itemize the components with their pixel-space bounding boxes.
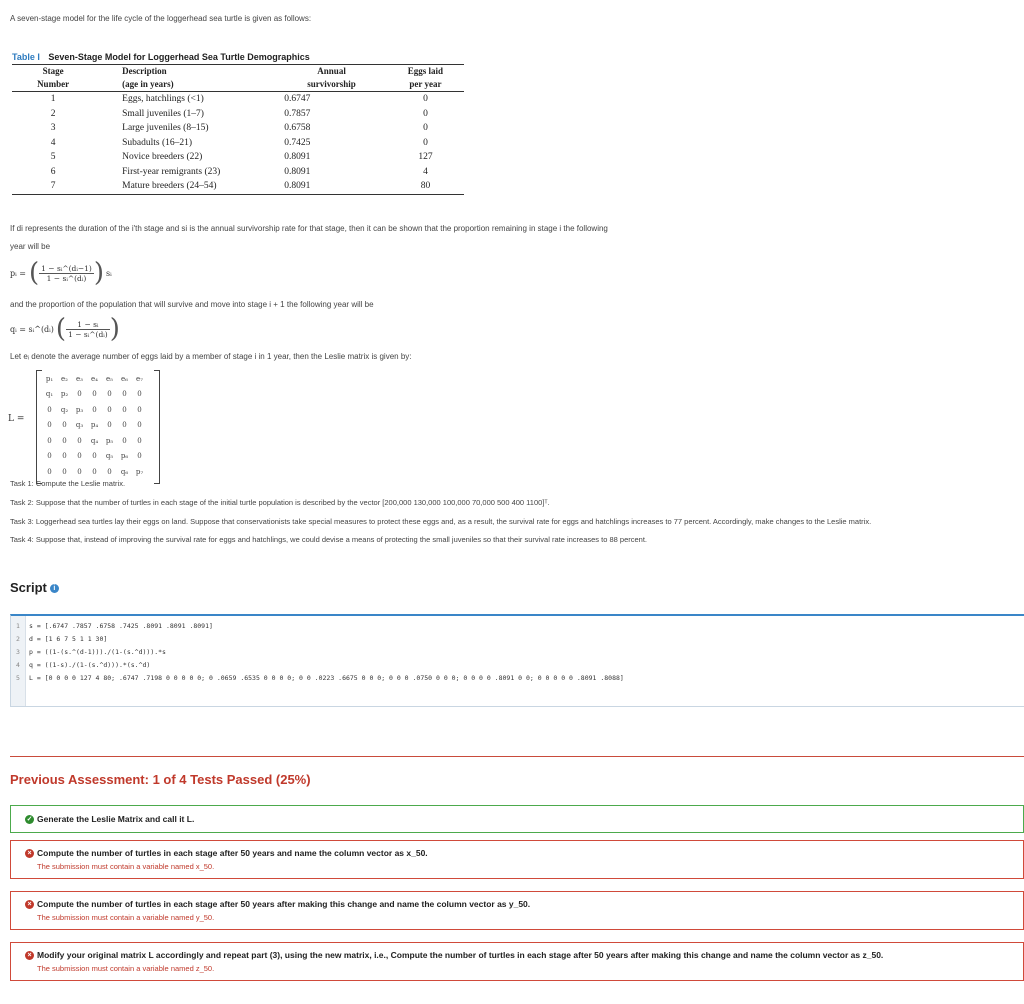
- matrix-cell: p₇: [135, 467, 144, 476]
- test-title: Generate the Leslie Matrix and call it L.: [37, 814, 195, 824]
- matrix-cell: p₂: [60, 390, 69, 399]
- error-icon: ×: [25, 849, 34, 858]
- test-result-1[interactable]: [10, 805, 1024, 833]
- matrix-cell: 0: [92, 390, 97, 399]
- matrix-cell: 0: [62, 421, 67, 430]
- code-line[interactable]: 3 p = ((1-(s.^(d-1)))./(1-(s.^d))).*s: [16, 648, 166, 656]
- matrix-cell: e₃: [76, 374, 83, 383]
- matrix-cell: q₄: [90, 436, 99, 445]
- formula-p-den: 1 − sᵢ^(dᵢ): [46, 273, 87, 283]
- matrix-cell: 0: [137, 452, 142, 461]
- leslie-intro: Let eᵢ denote the average number of eggs laid by a member of stage i in 1 year, then the Leslie matrix is given by:: [10, 352, 412, 361]
- matrix-cell: q₃: [75, 421, 84, 430]
- matrix-cell: 0: [47, 421, 52, 430]
- matrix-cell: 0: [47, 467, 52, 476]
- code-editor[interactable]: [10, 614, 1024, 707]
- test-message: The submission must contain a variable named z_50.: [37, 964, 215, 973]
- duration-explanation-cont: year will be: [10, 242, 51, 251]
- matrix-cell: 0: [122, 390, 127, 399]
- matrix-row: [42, 464, 147, 480]
- test-message: The submission must contain a variable named y_50.: [37, 913, 215, 922]
- matrix-cell: p₅: [105, 436, 114, 445]
- matrix-cell: 0: [62, 436, 67, 445]
- header-stage-2: Number: [12, 78, 94, 92]
- matrix-row: [42, 371, 147, 387]
- header-stage-1: Stage: [42, 66, 64, 76]
- matrix-cell: q₆: [120, 467, 129, 476]
- test-result-2[interactable]: [10, 840, 1024, 879]
- matrix-cell: p₃: [75, 405, 84, 414]
- matrix-label: L =: [8, 414, 25, 424]
- header-surv-1: Annual: [317, 66, 346, 76]
- test-title: Modify your original matrix L accordingly and repeat part (3), using the new matrix, i.e., Compute the number of turtles in each stage after 50 years after making this change and name the column vector as z_50.: [37, 950, 884, 960]
- matrix-row: [42, 418, 147, 434]
- matrix-cell: p₄: [90, 421, 99, 430]
- formula-q: qᵢ = sᵢ^(dᵢ) ( $\frac{\text{1 − sᵢ}}{\text{1 − sᵢ\textasciicircum{}(dᵢ)}}$ ): [10, 314, 120, 344]
- matrix-cell: 0: [47, 452, 52, 461]
- matrix-cell: 0: [137, 405, 142, 414]
- formula-p-tail: sᵢ: [105, 268, 112, 278]
- leslie-matrix: [8, 368, 168, 488]
- table-row: 3 Large juveniles (8–15) 0.6758 0: [50, 123, 428, 133]
- matrix-row: [42, 402, 147, 418]
- code-line[interactable]: 5 L = [0 0 0 0 127 4 80; .6747 .7198 0 0 0 0 0; 0 .0659 .6535 0 0 0 0; 0 0 .0223 .6675 0 0 0; 0 0 0 .0750 0 0 0; 0 0 0 0 .8091 0 0; 0 0 0 0 0 .8091 .8088]: [16, 674, 624, 682]
- script-heading: Script i: [10, 580, 59, 595]
- matrix-cell: 0: [92, 452, 97, 461]
- table-row: 6 First-year remigrants (23) 0.8091 4: [50, 166, 428, 177]
- formula-p-lhs: pᵢ =: [10, 268, 26, 278]
- matrix-cell: 0: [77, 467, 82, 476]
- matrix-cell: e₅: [106, 374, 113, 383]
- code-line[interactable]: 1 s = [.6747 .7857 .6758 .7425 .8091 .8091 .8091]: [16, 622, 213, 630]
- test-message: The submission must contain a variable named x_50.: [37, 862, 215, 871]
- test-result-4[interactable]: [10, 942, 1024, 981]
- formula-q-den: 1 − sᵢ^(dᵢ): [68, 329, 108, 339]
- matrix-grid: [42, 371, 147, 480]
- section-divider: [10, 756, 1024, 757]
- formula-q-lhs: qᵢ = sᵢ^(dᵢ): [10, 324, 54, 334]
- formula-p-num: 1 − sᵢ^(dᵢ−1): [41, 263, 92, 273]
- error-icon: ×: [25, 900, 34, 909]
- matrix-cell: 0: [122, 436, 127, 445]
- table-caption: [12, 52, 464, 62]
- transition-explanation: and the proportion of the population that will survive and move into stage i + 1 the following year will be: [10, 300, 374, 309]
- matrix-row: [42, 449, 147, 465]
- formula-p: pᵢ = ( $\frac{\text{1 − sᵢ\textasciicircum{}(dᵢ−1)}}{\text{1 − sᵢ\textasciicircum{}(dᵢ)}}$ ) sᵢ: [10, 258, 112, 288]
- assessment-heading: Previous Assessment: 1 of 4 Tests Passed (25%): [10, 772, 311, 787]
- test-title: Compute the number of turtles in each stage after 50 years after making this change and name the column vector as y_50.: [37, 899, 531, 909]
- matrix-cell: 0: [122, 405, 127, 414]
- header-desc-2: (age in years): [94, 78, 278, 92]
- matrix-cell: 0: [107, 467, 112, 476]
- table-row: 5 Novice breeders (22) 0.8091 127: [50, 152, 433, 162]
- code-line[interactable]: 2 d = [1 6 7 5 1 1 30]: [16, 635, 108, 643]
- formula-q-num: 1 − sᵢ: [66, 320, 110, 330]
- task-2: Task 2: Suppose that the number of turtles in each stage of the initial turtle population is described by the vector [200,000 130,000 100,000 70,000 500 400 1100]ᵀ.: [10, 498, 550, 507]
- matrix-cell: q₁: [45, 390, 54, 399]
- test-title: Compute the number of turtles in each stage after 50 years and name the column vector as x_50.: [37, 848, 428, 858]
- matrix-cell: 0: [107, 405, 112, 414]
- matrix-row: [42, 387, 147, 403]
- matrix-cell: q₅: [105, 452, 114, 461]
- task-3: Task 3: Loggerhead sea turtles lay their eggs on land. Suppose that conservationists take special measures to protect these eggs and, as a result, the survival rate for eggs and hatchlings increases to 77 percent. Accordingly, make changes to the Leslie matrix.: [10, 517, 872, 526]
- matrix-cell: 0: [77, 452, 82, 461]
- matrix-cell: e₄: [91, 374, 98, 383]
- matrix-cell: 0: [137, 436, 142, 445]
- matrix-cell: 0: [92, 467, 97, 476]
- matrix-cell: 0: [77, 436, 82, 445]
- matrix-cell: 0: [137, 390, 142, 399]
- table-title: Seven-Stage Model for Loggerhead Sea Turtle Demographics: [48, 52, 310, 62]
- table-row: 7 Mature breeders (24–54) 0.8091 80: [12, 179, 464, 194]
- info-icon[interactable]: i: [50, 584, 59, 593]
- table-row: 2 Small juveniles (1–7) 0.7857 0: [50, 108, 428, 119]
- intro-text: A seven-stage model for the life cycle of the loggerhead sea turtle is given as follows:: [10, 14, 312, 23]
- duration-explanation: If di represents the duration of the i'th stage and si is the annual survivorship rate for that stage, then it can be shown that the proportion remaining in stage i the following: [10, 224, 608, 233]
- matrix-cell: e₆: [121, 374, 128, 383]
- demographics-table: [12, 52, 464, 195]
- table-label: Table I: [12, 52, 40, 62]
- task-1: Task 1: Compute the Leslie matrix.: [10, 479, 126, 488]
- matrix-cell: 0: [62, 467, 67, 476]
- table-row: 4 Subadults (16–21) 0.7425 0: [50, 137, 428, 148]
- matrix-cell: q₂: [60, 405, 69, 414]
- matrix-cell: e₂: [61, 374, 68, 383]
- table-row: 1 Eggs, hatchlings (<1) 0.6747 0: [50, 94, 428, 104]
- header-desc-1: Description: [122, 66, 167, 76]
- matrix-cell: p₁: [45, 374, 54, 383]
- header-surv-2: survivorship: [278, 78, 387, 92]
- matrix-cell: 0: [107, 421, 112, 430]
- error-icon: ×: [25, 951, 34, 960]
- test-result-3[interactable]: [10, 891, 1024, 930]
- matrix-row: [42, 433, 147, 449]
- check-icon: ✓: [26, 816, 33, 823]
- matrix-cell: 0: [77, 390, 82, 399]
- matrix-cell: e₇: [136, 374, 143, 383]
- code-line[interactable]: 4 q = ((1-s)./(1-(s.^d))).*(s.^d): [16, 661, 151, 669]
- header-eggs-2: per year: [387, 78, 464, 92]
- task-4: Task 4: Suppose that, instead of improving the survival rate for eggs and hatchlings, we could devise a means of protecting the small juveniles so that their survival rate increases to 88 percent.: [10, 535, 648, 544]
- matrix-cell: 0: [137, 421, 142, 430]
- matrix-cell: 0: [92, 405, 97, 414]
- matrix-cell: 0: [47, 436, 52, 445]
- matrix-cell: 0: [47, 405, 52, 414]
- matrix-cell: 0: [62, 452, 67, 461]
- matrix-cell: 0: [107, 390, 112, 399]
- header-eggs-1: Eggs laid: [407, 66, 444, 76]
- matrix-cell: 0: [122, 421, 127, 430]
- matrix-cell: p₆: [120, 452, 129, 461]
